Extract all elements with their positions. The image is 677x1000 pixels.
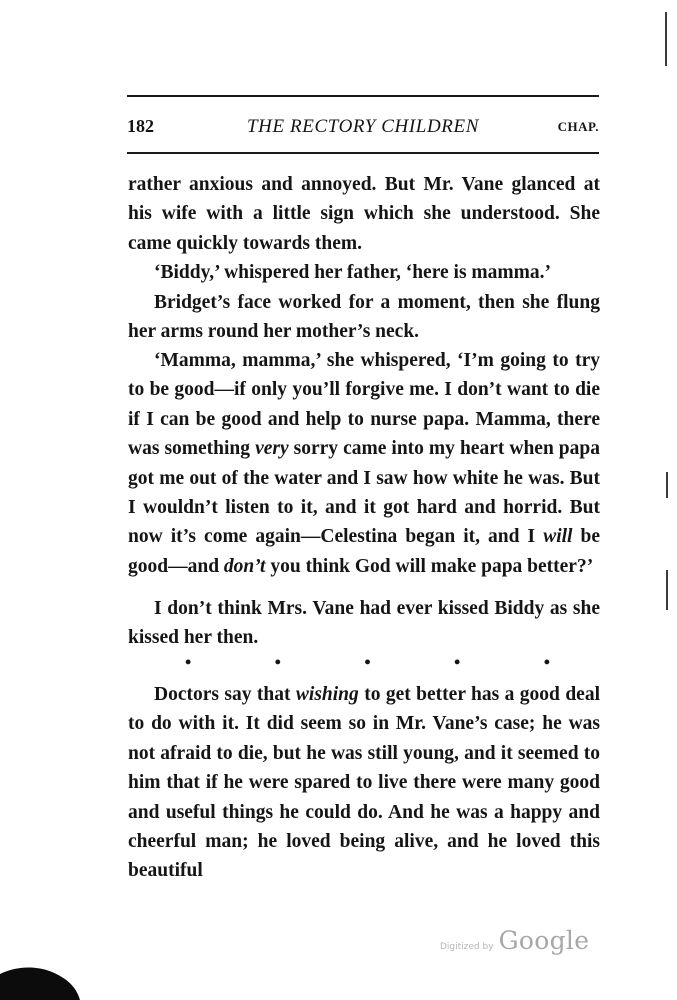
speech-text-4: you think God will make papa better?’ [265, 555, 594, 577]
scan-edge-mark-middle [666, 472, 668, 498]
section-break [185, 652, 550, 673]
paragraph-mrs-vane-kissed: I don’t think Mrs. Vane had ever kissed Biddy as she kissed her then. [128, 598, 600, 649]
paragraph-doctors-say [128, 680, 600, 886]
section-break-dot: • [454, 652, 461, 672]
emphasis-wishing: wishing [295, 684, 359, 705]
scanner-thumb-shadow [0, 966, 80, 1000]
page-number: 182 [127, 116, 154, 136]
watermark-prefix: Digitized by [440, 942, 494, 952]
scan-edge-mark-top [665, 12, 667, 66]
emphasis-will: will [543, 526, 573, 548]
paragraph-biddy: ‘Biddy,’ whispered her father, ‘here is mamma.’ [154, 262, 552, 283]
speech-text-3: be good—and [128, 526, 600, 577]
scan-edge-mark-lower [666, 570, 668, 610]
paragraph-mamma-speech [128, 346, 600, 581]
running-title: THE RECTORY CHILDREN [247, 116, 479, 137]
emphasis-very: very [255, 438, 289, 460]
chapter-label: CHAP. [557, 119, 599, 134]
paragraph-bridget-face: Bridget’s face worked for a moment, then she flung her arms round her mother’s neck. [128, 292, 600, 343]
header-rule-bottom [127, 152, 599, 154]
emphasis-dont: don’t [223, 555, 266, 577]
section-break-dot: • [185, 652, 192, 672]
section-break-dot: • [274, 652, 281, 672]
doctors-text-1: Doctors say that [154, 684, 296, 705]
page-header [127, 114, 599, 144]
speech-text-2: sorry came into my heart when papa got me out of the water and I saw how white he was. But I wouldn’t listen to it, and it got hard and horrid. But now it’s come again—Celestina began it, and I [128, 438, 601, 548]
section-break-dot: • [543, 652, 550, 672]
header-rule-top [127, 95, 599, 97]
paragraph-continued: rather anxious and annoyed. But Mr. Vane glanced at his wife with a little sign which she understood. She came quickly towards them. [128, 174, 600, 254]
google-digitized-watermark [440, 926, 589, 955]
google-logo-text: Google [498, 926, 590, 955]
doctors-text-2: to get better has a good deal to do with it. It did seem so in Mr. Vane’s case; he was not afraid to die, but he was still young, and it seemed to him that if he were spared to live there were many good and useful things he could do. And he was a happy and cheerful man; he loved being alive, and he loved this beautiful [128, 684, 600, 882]
section-break-dot: • [364, 652, 371, 672]
speech-text-1: ‘Mamma, mamma,’ she whispered, ‘I’m going to try to be good—if only you’ll forgive me. I don’t want to die if I can be good and help to nurse papa. Mamma, there was something [128, 350, 600, 460]
